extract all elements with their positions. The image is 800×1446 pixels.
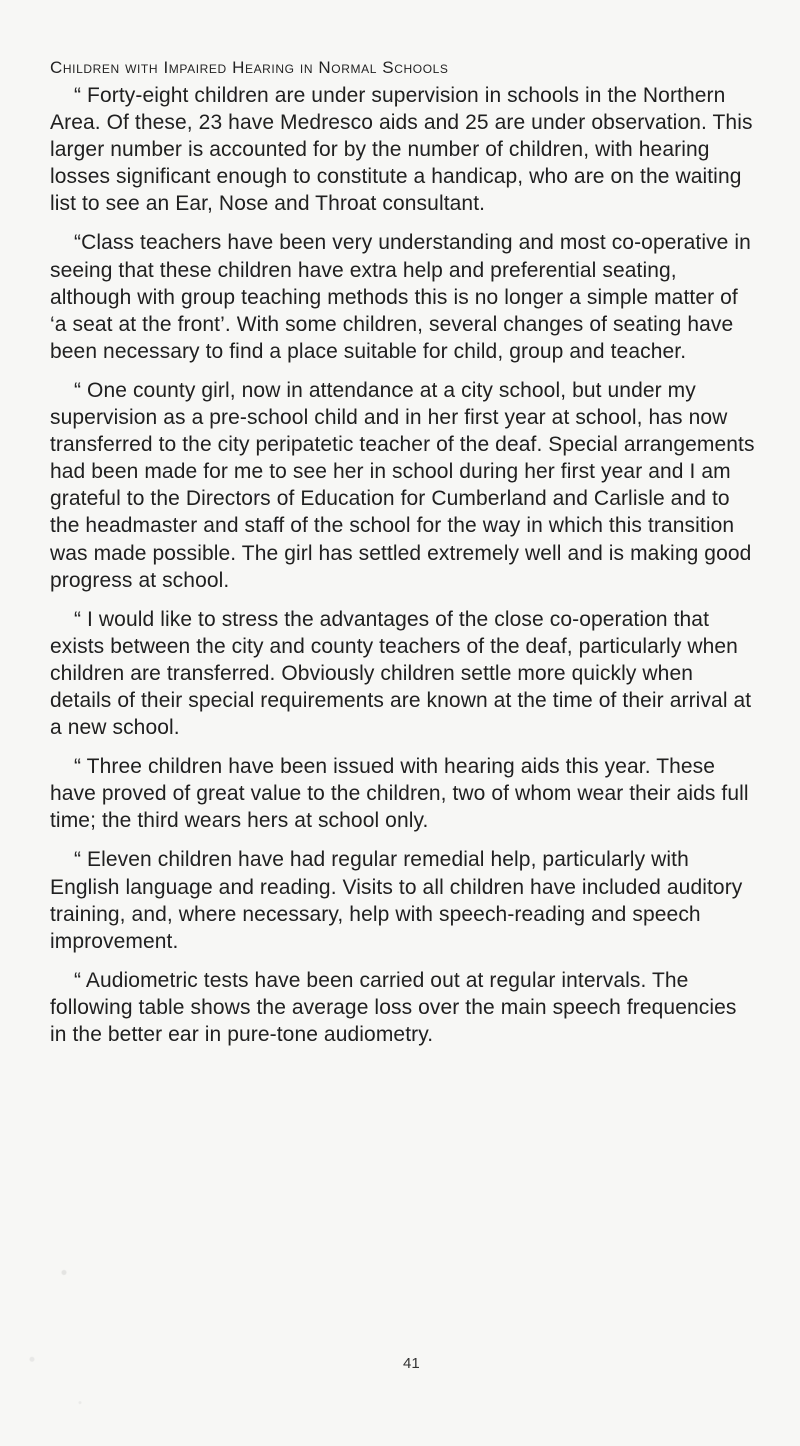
paragraph-6: “ Eleven children have had regular remedial help, particularly with English language and reading. Visits to all children have included auditory training, and, where necessary, help with speech-reading and speech improvement. [50,848,743,953]
paragraph-1: “ Forty-eight children are under supervision in schools in the Northern Area. Of these, 23 have Medresco aids and 25 are under observation. This larger number is accounted for by the number of children, with hearing losses significant enough to constitute a handicap, who are on the waiting list to see an Ear, Nose and Throat consultant. [50,84,753,216]
section-heading: Children with Impaired Hearing in Normal Schools [50,58,449,77]
paragraph-7: “ Audiometric tests have been carried out at regular intervals. The following table shows the average loss over the main speech frequencies in the better ear in pure-tone audiometry. [50,968,737,1046]
paragraph-2: “Class teachers have been very understanding and most co-operative in seeing that these children have extra help and preferential seating, although with group teaching methods this is no longer a simple matter of ‘a seat at the front’. With some children, several changes of seating have been necessary to find a place suitable for child, group and teacher. [50,231,751,363]
paragraph-3: “ One county girl, now in attendance at a city school, but under my supervision as a pre-school child and in her first year at school, has now transferred to the city peripatetic teacher of the deaf. Special arrangements had been made for me to see her in school during her first year and I am grateful to the Directors of Education for Cumberland and Carlisle and to the headmaster and staff of the school for the way in which this transition was made possible. The girl has settled extremely well and is making good progress at school. [50,378,755,592]
page-content [50,56,755,1060]
paragraph-5: “ Three children have been issued with hearing aids this year. These have proved of great value to the children, two of whom wear their aids full time; the third wears hers at school only. [50,755,749,833]
paragraph-4: “ I would like to stress the advantages of the close co-operation that exists between the city and county teachers of the deaf, particularly when children are transferred. Obviously children settle more quickly when details of their special requirements are known at the time of their arrival at a new school. [50,607,752,740]
page-number: 41 [403,1355,420,1372]
